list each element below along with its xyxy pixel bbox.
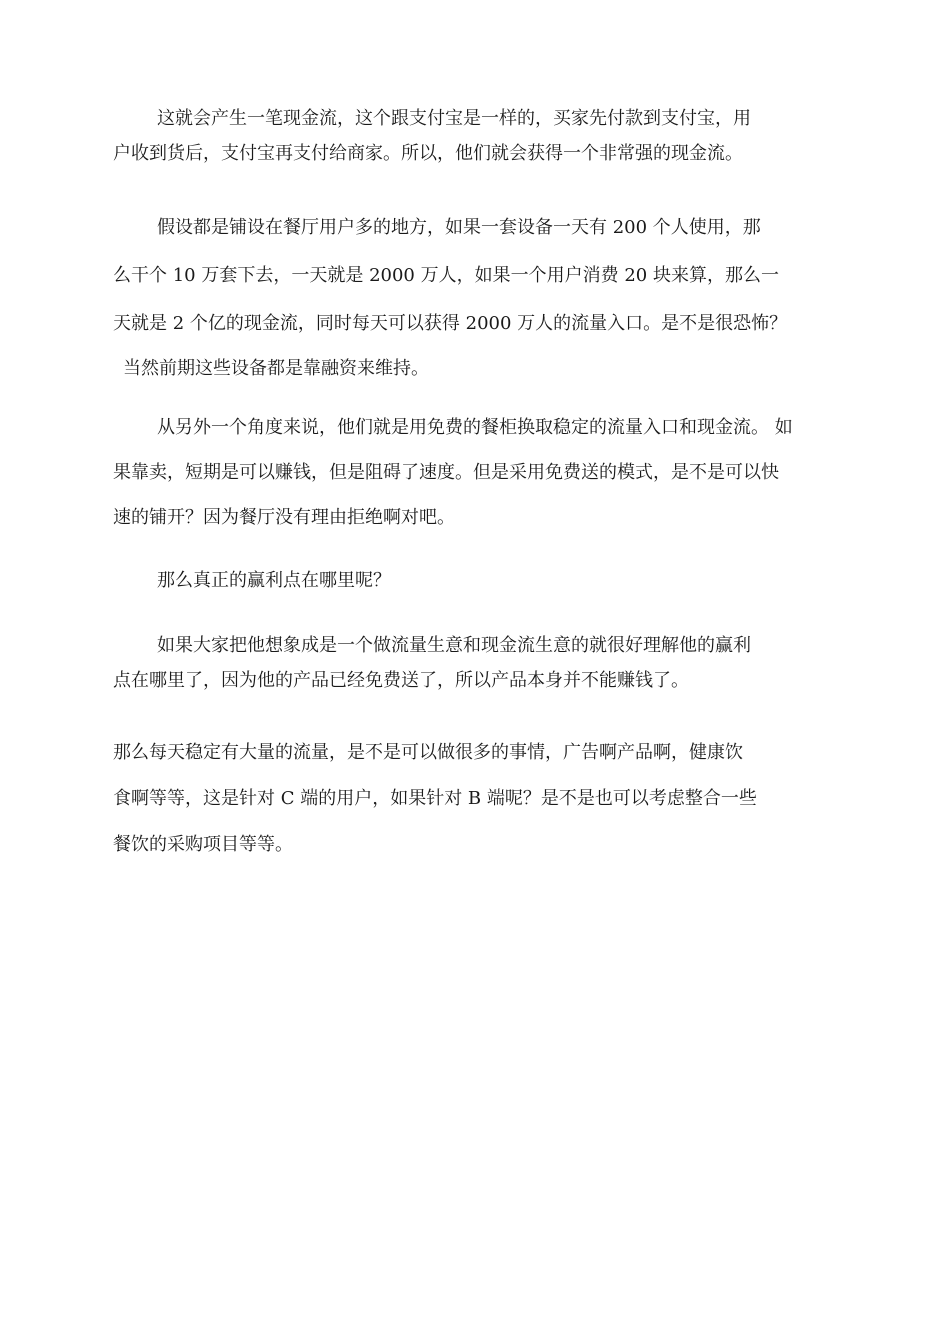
text-line: 当然前期这些设备都是靠融资来维持。 xyxy=(123,358,429,379)
text-line: 从另外一个角度来说，他们就是用免费的餐柜换取稳定的流量入口和现金流。 如 xyxy=(157,417,793,438)
paragraph-assumption xyxy=(113,210,893,386)
text-line: 那么真正的赢利点在哪里呢？ xyxy=(157,570,391,591)
text-line: 那么每天稳定有大量的流量，是不是可以做很多的事情，广告啊产品啊，健康饮 xyxy=(113,742,743,763)
paragraph-question xyxy=(113,563,893,598)
paragraph-traffic xyxy=(113,735,893,862)
paragraph-cash-flow xyxy=(113,101,893,171)
text-line: 果靠卖，短期是可以赚钱，但是阻碍了速度。但是采用免费送的模式，是不是可以快 xyxy=(113,462,779,483)
text-line: 餐饮的采购项目等等。 xyxy=(113,834,293,855)
text-line: 速的铺开？因为餐厅没有理由拒绝啊对吧。 xyxy=(113,507,455,528)
paragraph-profit-point xyxy=(113,628,893,698)
text-line: 假设都是铺设在餐厅用户多的地方，如果一套设备一天有 200 个人使用，那 xyxy=(157,217,761,238)
text-line: 如果大家把他想象成是一个做流量生意和现金流生意的就很好理解他的赢利 xyxy=(157,635,751,656)
text-line: 这就会产生一笔现金流，这个跟支付宝是一样的，买家先付款到支付宝，用 xyxy=(157,108,751,129)
text-line: 户收到货后，支付宝再支付给商家。所以，他们就会获得一个非常强的现金流。 xyxy=(113,143,743,164)
text-line: 食啊等等，这是针对 C 端的用户，如果针对 B 端呢？是不是也可以考虑整合一些 xyxy=(113,788,757,809)
paragraph-another-angle xyxy=(113,410,893,535)
text-line: 么干个 10 万套下去，一天就是 2000 万人，如果一个用户消费 20 块来算，那么一 xyxy=(113,265,779,286)
text-line: 天就是 2 个亿的现金流，同时每天可以获得 2000 万人的流量入口。是不是很恐怖？ xyxy=(113,313,788,334)
text-line: 点在哪里了，因为他的产品已经免费送了，所以产品本身并不能赚钱了。 xyxy=(113,670,689,691)
